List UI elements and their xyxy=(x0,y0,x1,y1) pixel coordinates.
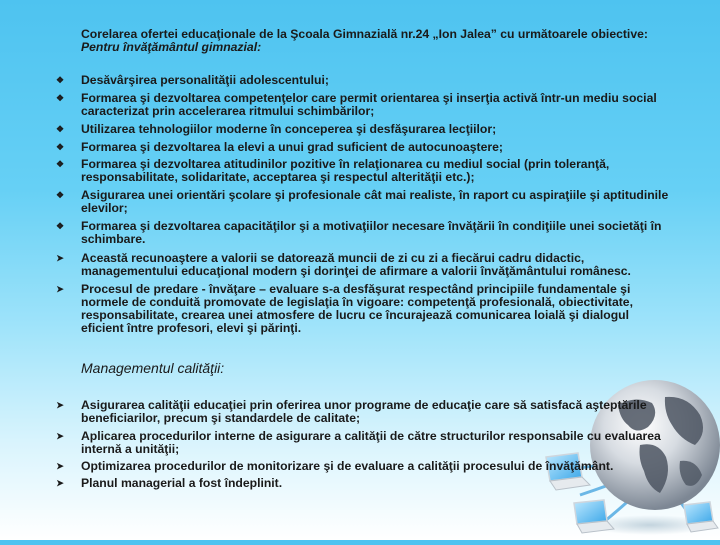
list-item-text: Utilizarea tehnologiilor moderne în conceperea şi desfăşurarea lecţiilor; xyxy=(81,122,497,136)
list-item-text: Desăvârşirea personalităţii adolescentului; xyxy=(81,73,329,87)
list-item-text: Această recunoaştere a valorii se datorează muncii de zi cu zi a fiecărui cadru didactic, managementului educaţional modern şi dorinţei de afirmare a valorii învăţământului românesc. xyxy=(81,251,631,278)
diamond-bullet-icon: ❖ xyxy=(55,124,65,134)
list-item-text: Formarea şi dezvoltarea competenţelor care permit orientarea şi inserţia activă într-un mediu social caracterizat prin accelerarea ritmului schimbărilor; xyxy=(81,91,657,118)
list-item-text: Aplicarea procedurilor interne de asigurare a calităţii de către structurilor responsabile cu evaluarea internă a unităţii; xyxy=(81,429,661,456)
intro-subheading: Pentru învăţământul gimnazial: xyxy=(81,40,262,54)
list-item-text: Optimizarea procedurilor de monitorizare şi de evaluare a calităţii procesului de învăţământ. xyxy=(81,459,614,473)
arrow-bullet-icon: ➤ xyxy=(56,461,64,471)
arrow-bullet-icon: ➤ xyxy=(56,284,64,294)
arrow-bullet-icon: ➤ xyxy=(56,400,64,410)
list-item-text: Planul managerial a fost îndeplinit. xyxy=(81,476,283,490)
section-title: Managementul calităţii: xyxy=(81,360,225,376)
list-item-text: Formarea şi dezvoltarea atitudinilor pozitive în relaţionarea cu mediul social (prin toleranţă, responsabilitate, solidaritate, acceptarea şi respectul alterităţii etc.); xyxy=(81,157,610,184)
list-item-text: Asigurarea unei orientări şcolare şi profesionale cât mai realiste, în raport cu aspiraţiile şi aptitudinile elevilor; xyxy=(81,188,669,215)
intro-block xyxy=(81,28,681,54)
diamond-bullet-icon: ❖ xyxy=(55,93,65,103)
diamond-bullet-icon: ❖ xyxy=(55,75,65,85)
diamond-bullet-icon: ❖ xyxy=(55,190,65,200)
diamond-bullet-icon: ❖ xyxy=(55,221,65,231)
list-item-text: Procesul de predare - învăţare – evaluare s-a desfăşurat respectând principiile fundamentale şi normele de conduită promovate de legislaţia în vigoare: competenţă profesională, obiectivitate, responsabilitate, crearea unei atmosfere de lucru ce încurajează comunicarea loială şi dialogul eficient între profesori, elevi şi părinţi. xyxy=(81,282,633,335)
arrow-bullet-icon: ➤ xyxy=(56,431,64,441)
arrow-bullet-icon: ➤ xyxy=(56,253,64,263)
diamond-bullet-icon: ❖ xyxy=(55,142,65,152)
list-item-text: Formarea şi dezvoltarea capacităţilor şi a motivaţiilor necesare învăţării în condiţiile unei societăţi în schimbare. xyxy=(81,219,662,246)
list-item-text: Formarea şi dezvoltarea la elevi a unui grad suficient de autocunoaştere; xyxy=(81,140,503,154)
list-item-text: Asigurarea calităţii educaţiei prin oferirea unor programe de educaţie care să satisfacă aşteptările beneficiarilor, precum şi standardele de calitate; xyxy=(81,398,647,425)
diamond-bullet-icon: ❖ xyxy=(55,159,65,169)
arrow-bullet-icon: ➤ xyxy=(56,478,64,488)
intro-line: Corelarea ofertei educaţionale de la Şcoala Gimnazială nr.24 „Ion Jalea” cu următoarele obiective: xyxy=(81,27,648,41)
